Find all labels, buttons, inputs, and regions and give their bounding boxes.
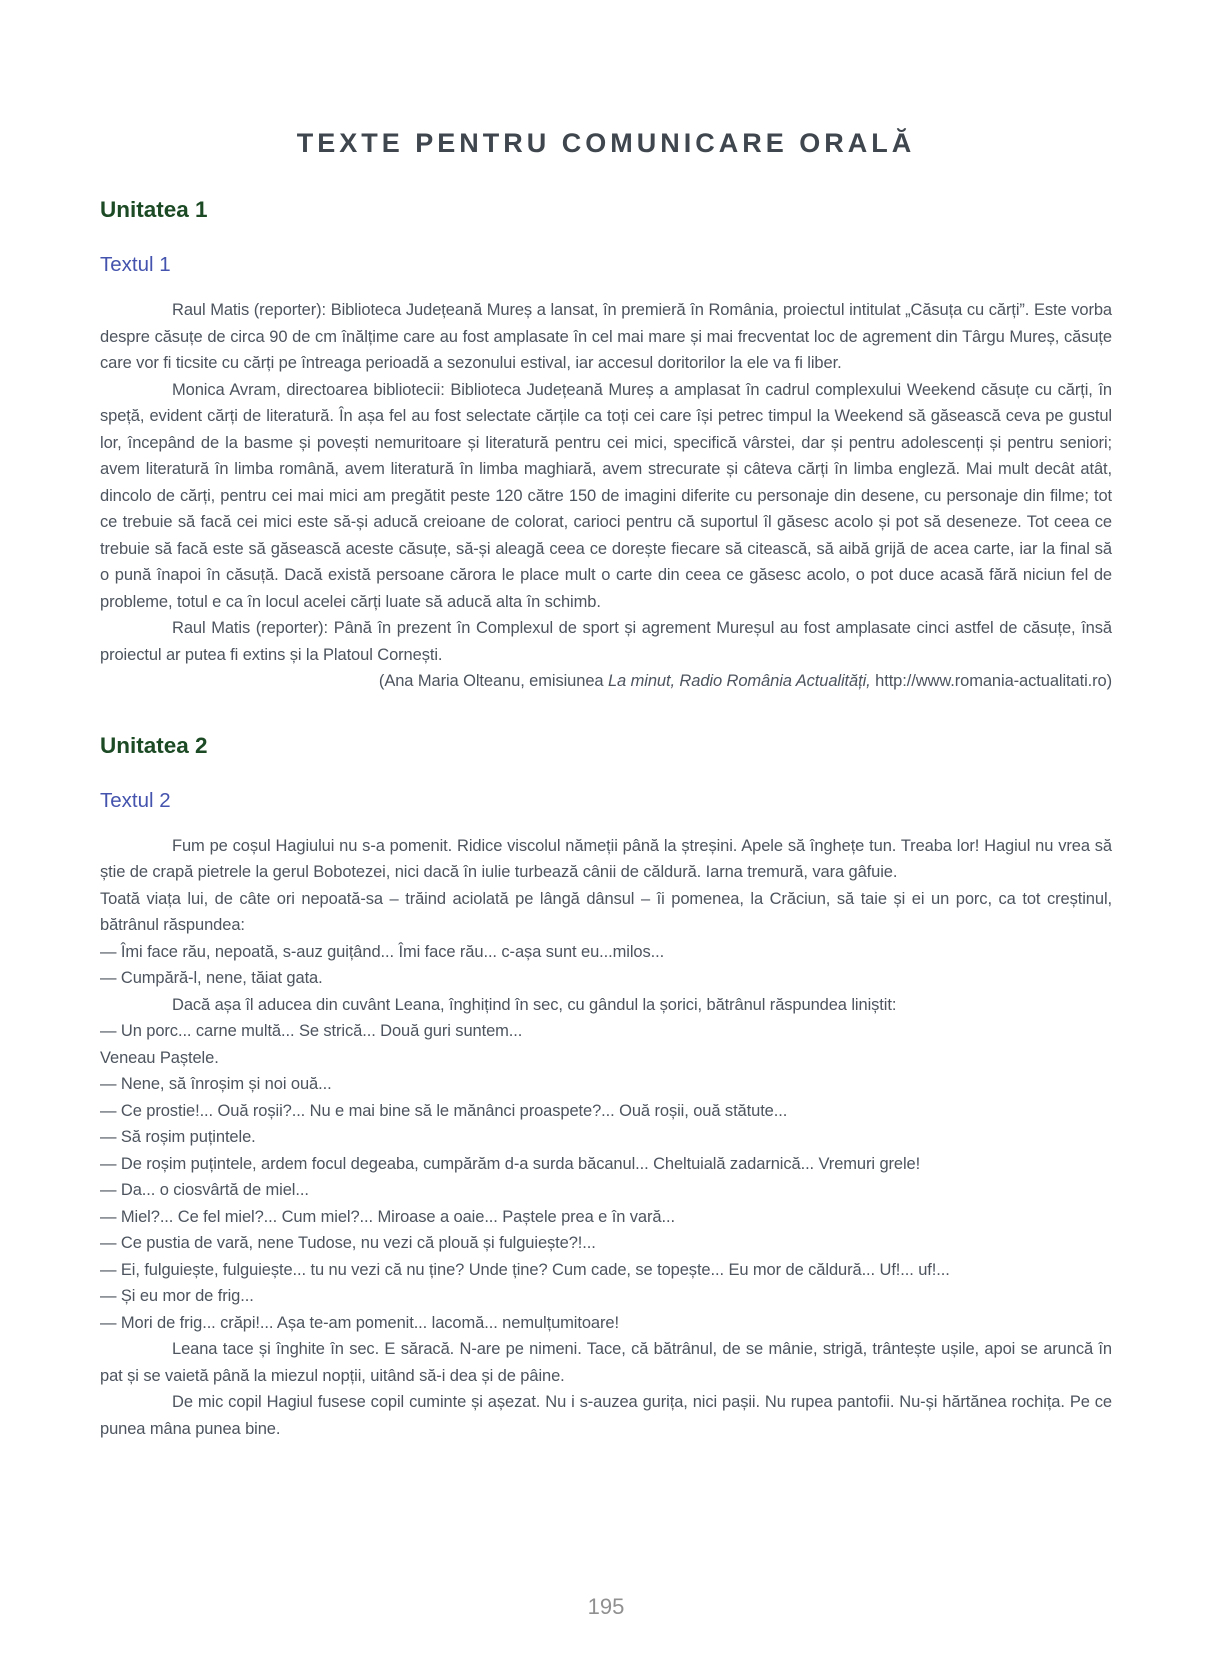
dialogue-line: — Cumpără-l, nene, tăiat gata.	[100, 969, 323, 987]
dialogue-line: — Să roșim puțintele.	[100, 1128, 256, 1146]
dialogue-line: — Și eu mor de frig...	[100, 1287, 254, 1305]
dialogue-line: — Nene, să înroșim și noi ouă...	[100, 1075, 332, 1093]
text-1-heading: Textul 1	[100, 253, 171, 276]
unit-1-heading: Unitatea 1	[100, 197, 208, 222]
attribution-line	[100, 668, 1112, 695]
paragraph: Raul Matis (reporter): Până în prezent în Complexul de sport și agrement Mureșul au fost amplasate cinci astfel de căsuțe, însă proiectul ar putea fi extins și la Platoul Cornești.	[100, 619, 1112, 664]
dialogue-line: — Îmi face rău, nepoată, s-auz guițând... Îmi face rău... c-așa sunt eu...milos...	[100, 942, 665, 961]
unit-2-heading: Unitatea 2	[100, 732, 208, 758]
dialogue-line: — Mori de frig... crăpi!... Așa te-am pomenit... lacomă... nemulțumitoare!	[100, 1313, 619, 1332]
paragraph: Raul Matis (reporter): Biblioteca Județeană Mureș a lansat, în premieră în România, proiectul intitulat „Căsuța cu cărți”. Este vorba despre căsuțe de circa 90 de cm înălțime care au fost amplasate în cel mai mare și mai frecventat loc de agrement din Târgu Mureș, căsuțe care vor fi ticsite cu cărți pe întreaga perioadă a sezonului estival, iar accesul doritorilor la ele va fi liber.	[100, 301, 1112, 372]
paragraph: Veneau Paștele.	[100, 1048, 219, 1067]
paragraph: Fum pe coșul Hagiului nu s-a pomenit. Ridice viscolul nămeții până la ștreșini. Apele să înghețe tun. Treaba lor! Hagiul nu vrea să știe de crapă pietrele la gerul Bobotezei, nici dacă în iulie turbează cânii de căldură. Iarna tremură, vara gâfuie.	[100, 836, 1112, 881]
paragraph: Dacă așa îl aducea din cuvânt Leana, înghițind în sec, cu gândul la șorici, bătrânul răspundea liniștit:	[172, 995, 897, 1014]
paragraph: Toată viața lui, de câte ori nepoată-sa – trăind aciolată pe lângă dânsul – îi pomenea, la Crăciun, să taie și ei un porc, ca tot creștinul, bătrânul răspundea:	[100, 889, 1112, 934]
paragraph: Monica Avram, directoarea bibliotecii: Biblioteca Județeană Mureș a amplasat în cadrul complexului Weekend căsuțe cu cărți, în speță, evident cărți de literatură. În așa fel au fost selectate cărțile ca toți cei care își petrec timpul la Weekend să găsească ceva pe gustul lor, începând de la basme și povești nemuritoare și literatură pentru cei mici, specifică vârstei, dar și pentru adolescenți și pentru seniori; avem literatură în limba română, avem literatură în limba maghiară, avem strecurate și câteva cărți în limba engleză. Mai mult decât atât, dincolo de cărți, pentru cei mai mici am pregătit peste 120 către 150 de imagini diferite cu personaje din desene, cu personaje din filme; tot ce trebuie să facă cei mici este să-și aducă creioane de colorat, carioci pentru că suportul îl găsesc acolo și pot să deseneze. Tot ceea ce trebuie să facă este să găsească aceste căsuțe, să-și aleagă ceea ce dorește fiecare să citească, să aibă grijă de acea carte, iar la final să o pună înapoi în căsuță. Dacă există persoane cărora le place mult o carte din ceea ce găsesc acolo, o pot duce acasă fără niciun fel de probleme, totul e ca în locul acelei cărți luate să aducă alta în schimb.	[100, 380, 1112, 611]
unit-1-section	[100, 197, 1112, 695]
dialogue-line: — Ce pustia de vară, nene Tudose, nu vezi că plouă și fulguiește?!...	[100, 1234, 596, 1252]
dialogue-line: — Miel?... Ce fel miel?... Cum miel?... Miroase a oaie... Paștele prea e în vară...	[100, 1207, 675, 1226]
page-content	[0, 128, 1212, 1442]
attribution-italic: La minut, Radio România Actualități,	[607, 672, 871, 690]
attribution-suffix: http://www.romania-actualitati.ro)	[870, 672, 1112, 690]
dialogue-line: — Un porc... carne multă... Se strică... Două guri suntem...	[100, 1022, 523, 1040]
attribution-prefix: (Ana Maria Olteanu, emisiunea	[378, 672, 608, 690]
unit-2-section	[100, 733, 1112, 1443]
dialogue-line: — Da... o ciosvârtă de miel...	[100, 1181, 309, 1199]
page-number: 195	[587, 1594, 625, 1619]
page-title: TEXTE PENTRU COMUNICARE ORALĂ	[296, 128, 916, 158]
dialogue-line: — Ce prostie!... Ouă roșii?... Nu e mai bine să le mănânci proaspete?... Ouă roșii, ouă stătute...	[100, 1101, 788, 1120]
dialogue-line: — De roșim puțintele, ardem focul degeaba, cumpărăm d-a surda băcanul... Cheltuială zadarnică... Vremuri grele!	[100, 1154, 921, 1173]
paragraph: De mic copil Hagiul fusese copil cuminte și așezat. Nu i s-auzea gurița, nici pașii. Nu rupea pantofii. Nu-și hărtănea rochița. Pe ce punea mâna punea bine.	[100, 1393, 1112, 1438]
text-2-heading: Textul 2	[100, 788, 171, 812]
dialogue-line: — Ei, fulguiește, fulguiește... tu nu vezi că nu ține? Unde ține? Cum cade, se topește... Eu mor de căldură... Uf!... uf!...	[100, 1260, 950, 1279]
paragraph: Leana tace și înghite în sec. E săracă. N-are pe nimeni. Tace, că bătrânul, de se mânie, strigă, trântește ușile, apoi se aruncă în pat și se vaietă până la miezul nopții, uitând să-i dea și de pâine.	[100, 1340, 1112, 1385]
